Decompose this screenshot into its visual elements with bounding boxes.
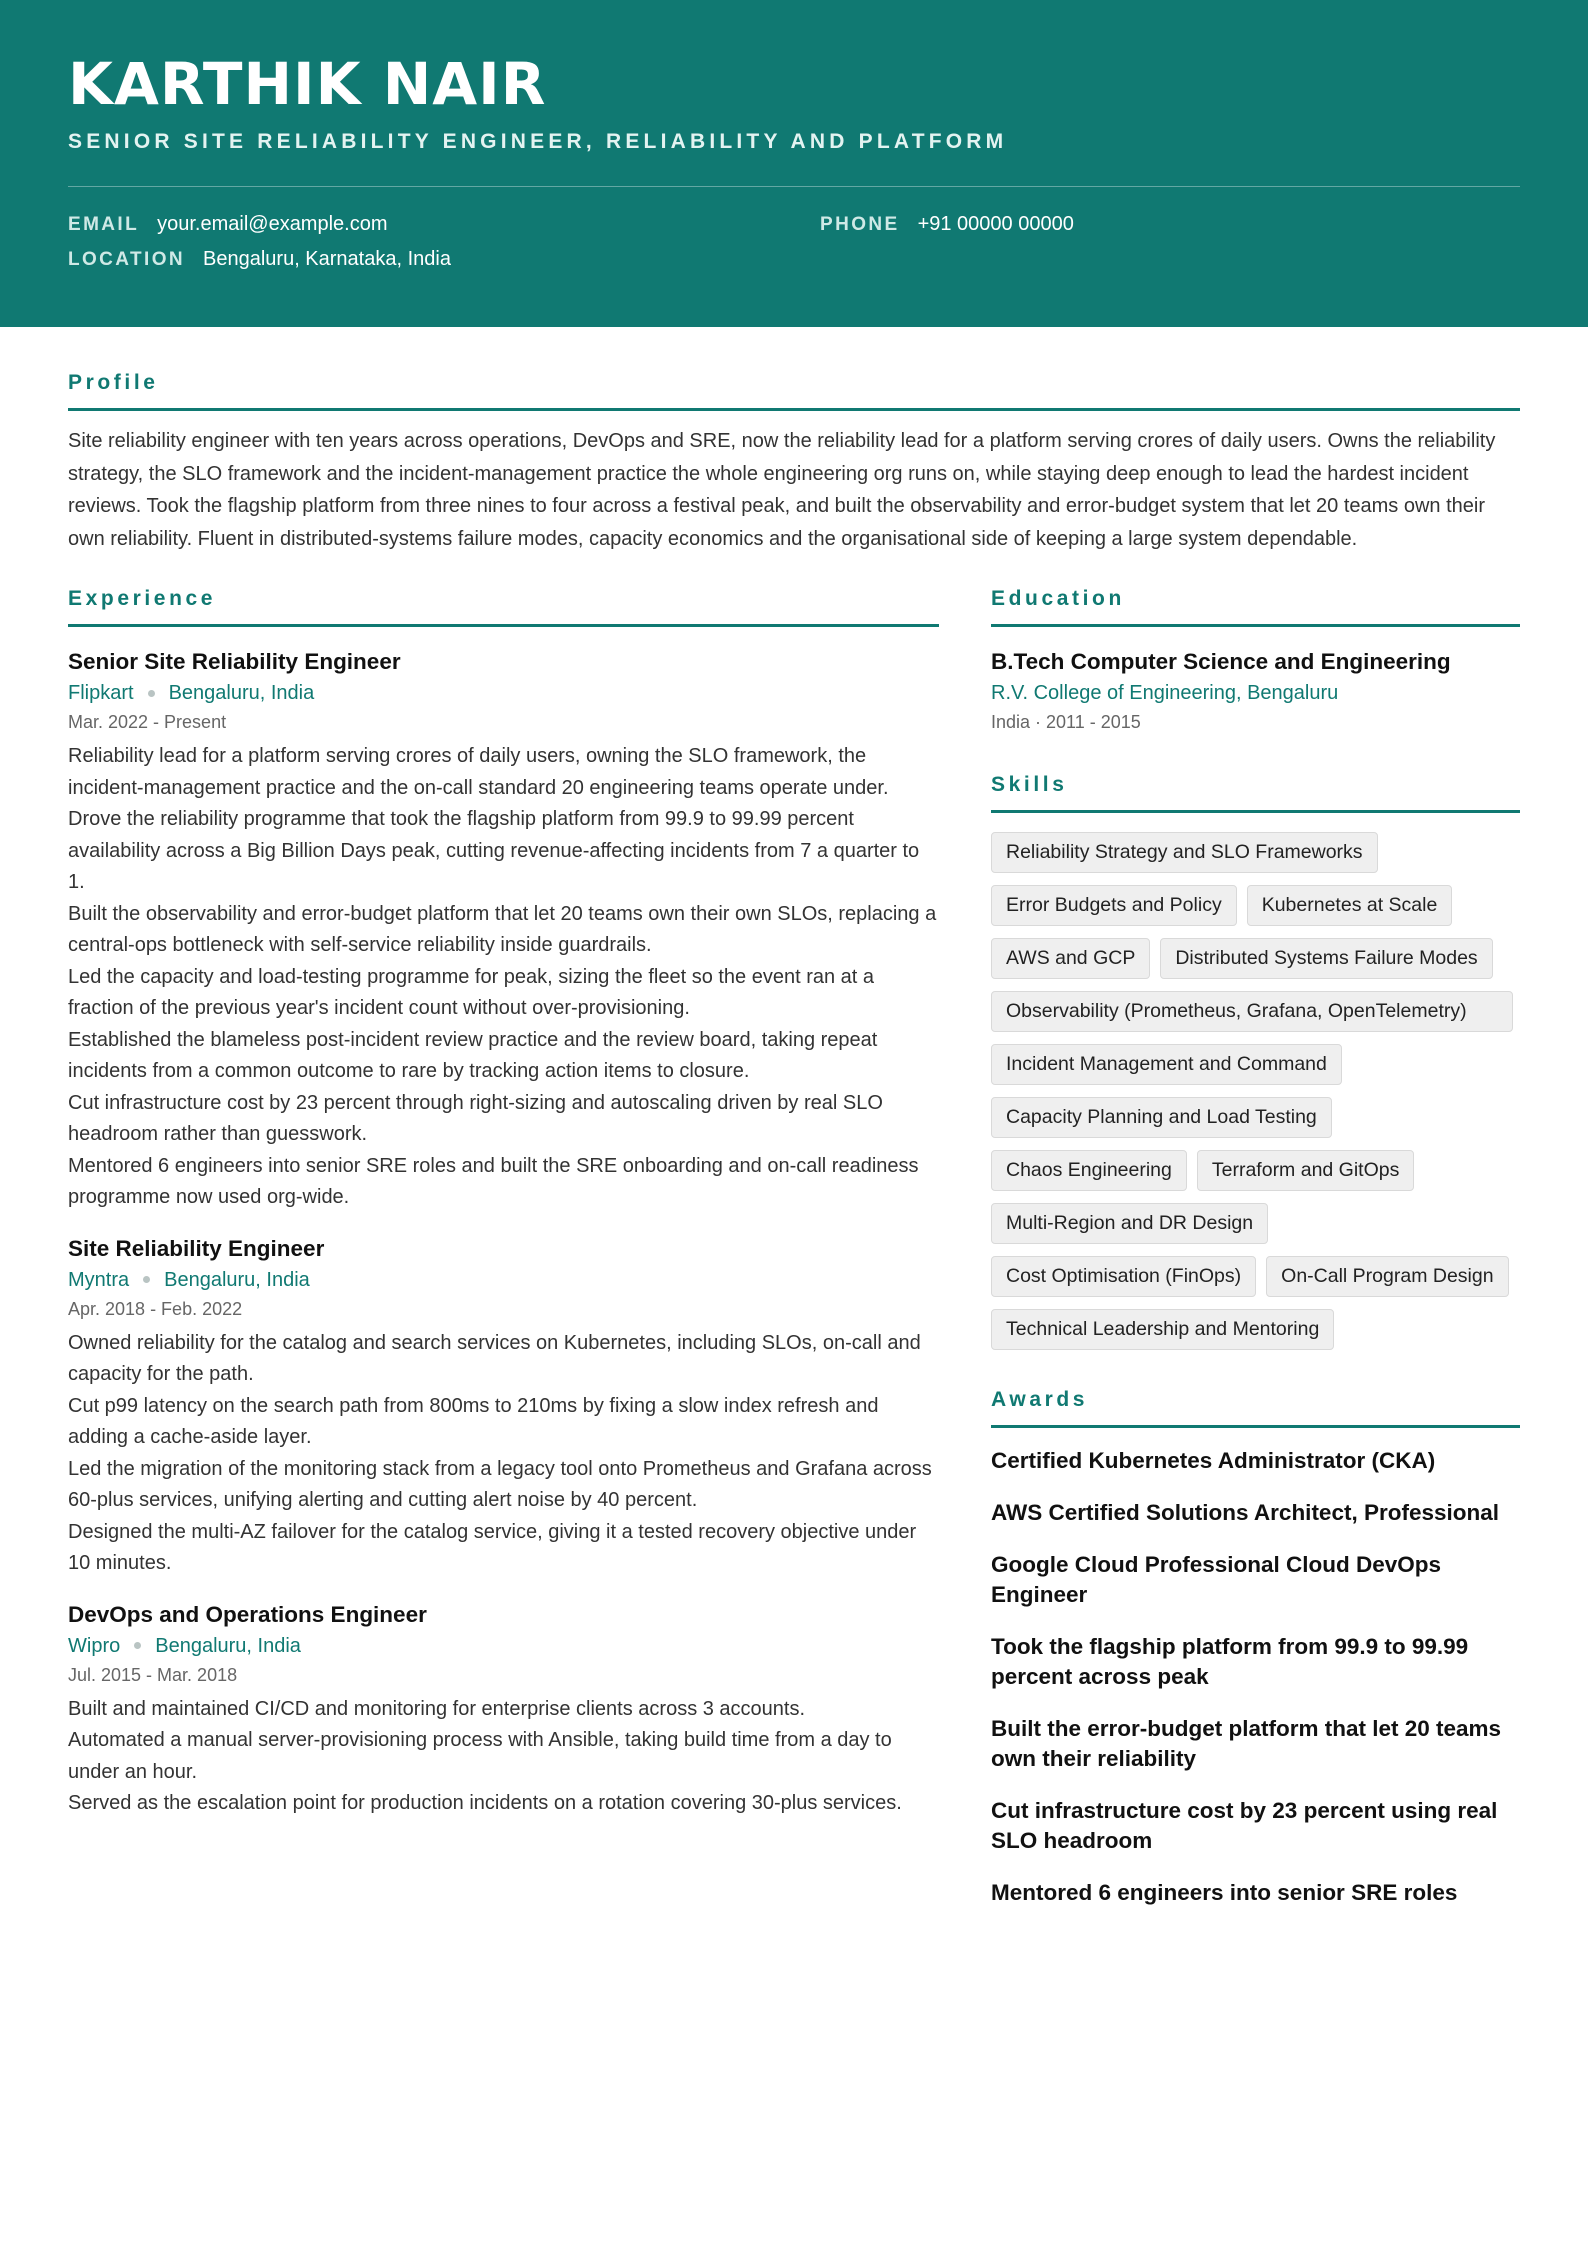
job-line: Owned reliability for the catalog and search services on Kubernetes, including SLOs, on-call and capacity for the path. [68,1331,921,1386]
education-heading: Education [991,587,1125,611]
job-company: Wipro [68,1634,121,1657]
job-line: Cut infrastructure cost by 23 percent through right-sizing and autoscaling driven by real SLO headroom rather than guesswork. [68,1091,883,1146]
section-divider [991,810,1520,813]
job-org [68,1630,939,1662]
job-line: Reliability lead for a platform serving crores of daily users, owning the SLO framework, the incident-management practice and the on-call standard 20 engineering teams operate under. [68,745,889,799]
job-description [68,1694,939,1820]
job-line: Established the blameless post-incident review practice and the review board, taking repeat incidents from a common outcome to rare by tracking action items to closure. [68,1028,878,1083]
experience-heading: Experience [68,587,217,611]
skill-chip: Capacity Planning and Load Testing [991,1097,1332,1138]
skills-list [991,832,1520,1350]
job-dates: Apr. 2018 - Feb. 2022 [68,1298,243,1319]
skill-chip: Kubernetes at Scale [1247,885,1453,926]
skill-chip: Observability (Prometheus, Grafana, OpenTelemetry) [991,991,1513,1032]
skill-chip: Chaos Engineering [991,1150,1187,1191]
job-title: Senior Site Reliability Engineer [68,649,401,675]
profile-heading: Profile [68,371,159,394]
award-item: Built the error-budget platform that let 20 teams own their reliability [991,1716,1502,1772]
job-company: Myntra [68,1268,130,1291]
section-divider [68,624,939,627]
skill-chip: Reliability Strategy and SLO Frameworks [991,832,1378,873]
job-entry [68,647,939,1214]
skill-chip: Incident Management and Command [991,1044,1342,1085]
skill-chip: Cost Optimisation (FinOps) [991,1256,1256,1297]
contact-email [68,213,820,236]
job-line: Designed the multi-AZ failover for the catalog service, giving it a tested recovery objective under 10 minutes. [68,1520,917,1575]
job-line: Led the capacity and load-testing programme for peak, sizing the fleet so the event ran at a fraction of the previous year's incident count without over-provisioning. [68,965,875,1020]
profile-section [68,371,1520,555]
job-line: Led the migration of the monitoring stack from a legacy tool onto Prometheus and Grafana across 60-plus services, unifying alerting and cutting alert noise by 40 percent. [68,1457,932,1512]
job-title: DevOps and Operations Engineer [68,1601,427,1627]
email-value[interactable]: your.email@example.com [157,213,388,235]
phone-value[interactable]: +91 00000 00000 [917,213,1074,235]
job-description [68,741,939,1214]
skills-heading: Skills [991,773,1068,797]
section-divider [991,1425,1520,1428]
job-line: Cut p99 latency on the search path from 800ms to 210ms by fixing a slow index refresh and adding a cache-aside layer. [68,1394,879,1449]
job-title: Site Reliability Engineer [68,1235,325,1261]
job-entry [68,1600,939,1820]
award-item: Mentored 6 engineers into senior SRE roles [991,1880,1458,1906]
job-entry [68,1234,939,1580]
education-school: R.V. College of Engineering, Bengaluru [991,682,1339,705]
left-column [68,587,939,1930]
email-label: EMAIL [68,214,140,235]
awards-list [991,1446,1520,1908]
job-location: Bengaluru, India [164,1268,310,1291]
separator-dot-icon [134,1642,141,1649]
header-divider [68,186,1520,187]
job-company: Flipkart [68,682,134,705]
awards-heading: Awards [991,1388,1089,1412]
profile-summary: Site reliability engineer with ten years across operations, DevOps and SRE, now the reliability lead for a platform serving crores of daily users. Owns the reliability strategy, the SLO framework and the incident-management practice the whole engineering org runs on, while staying deep enough to lead the hardest incident reviews. Took the flagship platform from three nines to four across a festival peak, and built the observability and error-budget system that let 20 teams own their own reliability. Fluent in distributed-systems failure modes, capacity economics and the organisational side of keeping a large system dependable. [68,430,1496,550]
award-item: Google Cloud Professional Cloud DevOps Engineer [991,1552,1442,1608]
award-item: Cut infrastructure cost by 23 percent using real SLO headroom [991,1798,1498,1854]
resume-body [0,371,1588,1930]
location-label: LOCATION [68,249,186,270]
phone-label: PHONE [820,214,900,235]
skill-chip: Terraform and GitOps [1197,1150,1414,1191]
contact-location [68,248,820,271]
job-line: Mentored 6 engineers into senior SRE roles and built the SRE onboarding and on-call readiness programme now used org-wide. [68,1154,919,1209]
contact-info [68,213,1520,271]
job-dates: Jul. 2015 - Mar. 2018 [68,1664,238,1685]
section-divider [68,408,1520,411]
contact-phone [820,213,1520,236]
job-org [68,677,939,709]
award-item: Certified Kubernetes Administrator (CKA) [991,1448,1436,1474]
education-meta: India · 2011 - 2015 [991,712,1141,733]
two-column-layout [68,587,1520,1930]
job-dates: Mar. 2022 - Present [68,712,227,733]
skill-chip: Technical Leadership and Mentoring [991,1309,1334,1350]
job-description [68,1328,939,1580]
education-degree: B.Tech Computer Science and Engineering [991,649,1451,675]
section-divider [991,624,1520,627]
job-line: Built and maintained CI/CD and monitoring for enterprise clients across 3 accounts. [68,1697,806,1720]
job-line: Served as the escalation point for production incidents on a rotation covering 30-plus services. [68,1792,902,1815]
candidate-name: KARTHIK NAIR [68,50,547,118]
location-value: Bengaluru, Karnataka, India [203,248,451,270]
separator-dot-icon [143,1276,150,1283]
award-item: AWS Certified Solutions Architect, Professional [991,1500,1499,1526]
job-line: Automated a manual server-provisioning process with Ansible, taking build time from a day to under an hour. [68,1729,892,1783]
job-line: Drove the reliability programme that took the flagship platform from 99.9 to 99.99 percent availability across a Big Billion Days peak, cutting revenue-affecting incidents from 7 a quarter to 1. [68,808,920,894]
separator-dot-icon [148,690,155,697]
candidate-title: SENIOR SITE RELIABILITY ENGINEER, RELIABILITY AND PLATFORM [68,130,1008,153]
skill-chip: AWS and GCP [991,938,1150,979]
skill-chip: Multi-Region and DR Design [991,1203,1268,1244]
job-line: Built the observability and error-budget platform that let 20 teams own their own SLOs, replacing a central-ops bottleneck with self-service reliability inside guardrails. [68,902,937,957]
job-location: Bengaluru, India [155,1634,301,1657]
right-column [991,587,1520,1930]
resume-header [0,0,1588,327]
job-org [68,1264,939,1296]
skill-chip: Distributed Systems Failure Modes [1160,938,1492,979]
skill-chip: Error Budgets and Policy [991,885,1237,926]
job-location: Bengaluru, India [168,682,315,705]
award-item: Took the flagship platform from 99.9 to 99.99 percent across peak [991,1634,1469,1690]
skill-chip: On-Call Program Design [1266,1256,1508,1297]
